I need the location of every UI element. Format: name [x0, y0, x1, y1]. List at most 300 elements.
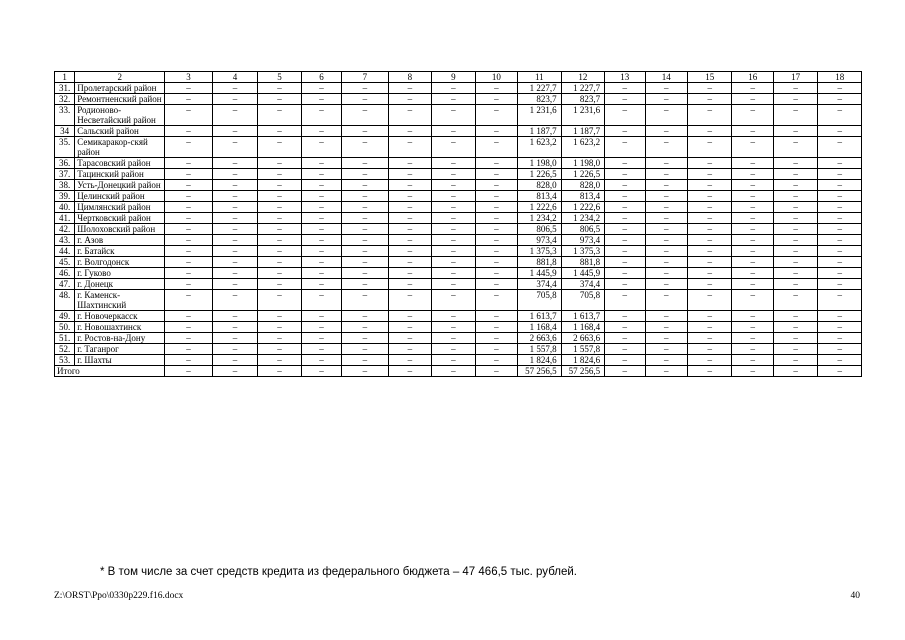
district-name: Усть-Донецкий район — [75, 180, 165, 191]
dash-cell: – — [432, 246, 475, 257]
district-name: Шолоховский район — [75, 224, 165, 235]
dash-cell: – — [605, 202, 645, 213]
dash-cell: – — [818, 180, 862, 191]
dash-cell: – — [432, 191, 475, 202]
dash-cell: – — [687, 137, 731, 158]
dash-cell: – — [388, 137, 431, 158]
dash-cell: – — [388, 224, 431, 235]
dash-cell: – — [432, 311, 475, 322]
dash-cell: – — [818, 169, 862, 180]
dash-cell: – — [818, 355, 862, 366]
dash-cell: – — [605, 246, 645, 257]
dash-cell: – — [165, 169, 213, 180]
dash-cell: – — [432, 224, 475, 235]
dash-cell: – — [342, 105, 389, 126]
dash-cell: – — [165, 366, 213, 377]
dash-cell: – — [818, 224, 862, 235]
dash-cell: – — [605, 224, 645, 235]
table-row — [55, 224, 862, 235]
column-header: 5 — [258, 72, 301, 83]
column-header: 7 — [342, 72, 389, 83]
dash-cell: – — [605, 83, 645, 94]
dash-cell: – — [732, 246, 773, 257]
dash-cell: – — [818, 366, 862, 377]
dash-cell: – — [605, 268, 645, 279]
dash-cell: – — [165, 279, 213, 290]
dash-cell: – — [258, 126, 301, 137]
dash-cell: – — [773, 224, 817, 235]
dash-cell: – — [301, 137, 341, 158]
dash-cell: – — [773, 158, 817, 169]
row-number: 40. — [55, 202, 75, 213]
dash-cell: – — [388, 366, 431, 377]
dash-cell: – — [432, 158, 475, 169]
row-number: 34 — [55, 126, 75, 137]
district-name: г. Каменск-Шахтинский — [75, 290, 165, 311]
dash-cell: – — [645, 169, 687, 180]
dash-cell: – — [388, 246, 431, 257]
district-name: Тарасовский район — [75, 158, 165, 169]
dash-cell: – — [388, 191, 431, 202]
district-name: г. Азов — [75, 235, 165, 246]
column-header: 14 — [645, 72, 687, 83]
dash-cell: – — [212, 169, 258, 180]
dash-cell: – — [605, 158, 645, 169]
dash-cell: – — [475, 355, 517, 366]
column-header: 2 — [75, 72, 165, 83]
dash-cell: – — [165, 191, 213, 202]
row-number: 38. — [55, 180, 75, 191]
amount-cell: 1 557,8 — [561, 344, 604, 355]
dash-cell: – — [818, 344, 862, 355]
dash-cell: – — [773, 235, 817, 246]
dash-cell: – — [645, 333, 687, 344]
dash-cell: – — [388, 279, 431, 290]
dash-cell: – — [165, 213, 213, 224]
dash-cell: – — [605, 180, 645, 191]
row-number: 41. — [55, 213, 75, 224]
dash-cell: – — [475, 333, 517, 344]
row-number: 33. — [55, 105, 75, 126]
district-name: Семикаракор-скяй район — [75, 137, 165, 158]
dash-cell: – — [605, 105, 645, 126]
dash-cell: – — [645, 126, 687, 137]
dash-cell: – — [605, 344, 645, 355]
district-name: г. Таганрог — [75, 344, 165, 355]
column-header: 11 — [518, 72, 561, 83]
dash-cell: – — [212, 257, 258, 268]
dash-cell: – — [687, 311, 731, 322]
dash-cell: – — [212, 333, 258, 344]
dash-cell: – — [301, 169, 341, 180]
dash-cell: – — [301, 126, 341, 137]
table-row — [55, 191, 862, 202]
table-row — [55, 268, 862, 279]
dash-cell: – — [342, 268, 389, 279]
amount-cell: 1 198,0 — [561, 158, 604, 169]
dash-cell: – — [212, 126, 258, 137]
dash-cell: – — [212, 322, 258, 333]
dash-cell: – — [475, 169, 517, 180]
dash-cell: – — [773, 268, 817, 279]
dash-cell: – — [475, 224, 517, 235]
dash-cell: – — [645, 213, 687, 224]
dash-cell: – — [773, 94, 817, 105]
dash-cell: – — [165, 202, 213, 213]
dash-cell: – — [687, 202, 731, 213]
dash-cell: – — [342, 191, 389, 202]
dash-cell: – — [301, 246, 341, 257]
amount-cell: 881,8 — [518, 257, 561, 268]
dash-cell: – — [645, 83, 687, 94]
district-name: Сальский район — [75, 126, 165, 137]
district-name: г. Гуково — [75, 268, 165, 279]
dash-cell: – — [645, 94, 687, 105]
row-number: 49. — [55, 311, 75, 322]
dash-cell: – — [258, 213, 301, 224]
dash-cell: – — [258, 235, 301, 246]
amount-cell: 2 663,6 — [518, 333, 561, 344]
dash-cell: – — [605, 126, 645, 137]
dash-cell: – — [645, 246, 687, 257]
dash-cell: – — [342, 366, 389, 377]
table-row — [55, 213, 862, 224]
amount-cell: 1 168,4 — [518, 322, 561, 333]
dash-cell: – — [475, 268, 517, 279]
dash-cell: – — [212, 355, 258, 366]
district-name: г. Новошахтинск — [75, 322, 165, 333]
dash-cell: – — [475, 235, 517, 246]
dash-cell: – — [258, 158, 301, 169]
dash-cell: – — [342, 311, 389, 322]
dash-cell: – — [388, 333, 431, 344]
dash-cell: – — [475, 344, 517, 355]
dash-cell: – — [732, 213, 773, 224]
dash-cell: – — [732, 344, 773, 355]
dash-cell: – — [388, 311, 431, 322]
amount-cell: 1 227,7 — [518, 83, 561, 94]
dash-cell: – — [432, 180, 475, 191]
row-number: 37. — [55, 169, 75, 180]
district-name: г. Донецк — [75, 279, 165, 290]
dash-cell: – — [342, 235, 389, 246]
dash-cell: – — [732, 257, 773, 268]
dash-cell: – — [165, 246, 213, 257]
amount-cell: 1 222,6 — [518, 202, 561, 213]
dash-cell: – — [301, 355, 341, 366]
dash-cell: – — [773, 213, 817, 224]
dash-cell: – — [818, 235, 862, 246]
dash-cell: – — [687, 83, 731, 94]
dash-cell: – — [258, 311, 301, 322]
dash-cell: – — [388, 202, 431, 213]
dash-cell: – — [165, 322, 213, 333]
amount-cell: 1 445,9 — [561, 268, 604, 279]
dash-cell: – — [342, 137, 389, 158]
dash-cell: – — [818, 279, 862, 290]
row-number: 46. — [55, 268, 75, 279]
dash-cell: – — [475, 94, 517, 105]
amount-cell: 1 234,2 — [518, 213, 561, 224]
dash-cell: – — [212, 94, 258, 105]
dash-cell: – — [388, 290, 431, 311]
table-row — [55, 235, 862, 246]
dash-cell: – — [165, 180, 213, 191]
table-row — [55, 311, 862, 322]
dash-cell: – — [432, 169, 475, 180]
dash-cell: – — [605, 366, 645, 377]
total-amount-cell: 57 256,5 — [561, 366, 604, 377]
dash-cell: – — [342, 202, 389, 213]
amount-cell: 1 231,6 — [518, 105, 561, 126]
column-header: 1 — [55, 72, 75, 83]
dash-cell: – — [818, 268, 862, 279]
dash-cell: – — [342, 344, 389, 355]
dash-cell: – — [773, 333, 817, 344]
dash-cell: – — [605, 191, 645, 202]
dash-cell: – — [687, 257, 731, 268]
column-header: 8 — [388, 72, 431, 83]
amount-cell: 1 375,3 — [561, 246, 604, 257]
dash-cell: – — [645, 158, 687, 169]
dash-cell: – — [645, 257, 687, 268]
dash-cell: – — [605, 279, 645, 290]
dash-cell: – — [818, 94, 862, 105]
dash-cell: – — [301, 105, 341, 126]
dash-cell: – — [475, 257, 517, 268]
dash-cell: – — [165, 83, 213, 94]
dash-cell: – — [258, 290, 301, 311]
dash-cell: – — [388, 105, 431, 126]
dash-cell: – — [475, 213, 517, 224]
dash-cell: – — [475, 202, 517, 213]
column-header: 9 — [432, 72, 475, 83]
dash-cell: – — [773, 322, 817, 333]
dash-cell: – — [818, 311, 862, 322]
dash-cell: – — [342, 322, 389, 333]
dash-cell: – — [687, 213, 731, 224]
row-number: 47. — [55, 279, 75, 290]
dash-cell: – — [165, 235, 213, 246]
dash-cell: – — [475, 322, 517, 333]
dash-cell: – — [645, 105, 687, 126]
district-name: г. Шахты — [75, 355, 165, 366]
amount-cell: 823,7 — [561, 94, 604, 105]
dash-cell: – — [605, 169, 645, 180]
amount-cell: 1 222,6 — [561, 202, 604, 213]
table-row — [55, 333, 862, 344]
dash-cell: – — [388, 235, 431, 246]
dash-cell: – — [258, 279, 301, 290]
row-number: 50. — [55, 322, 75, 333]
dash-cell: – — [645, 235, 687, 246]
dash-cell: – — [388, 169, 431, 180]
dash-cell: – — [432, 279, 475, 290]
dash-cell: – — [732, 202, 773, 213]
amount-cell: 1 613,7 — [561, 311, 604, 322]
dash-cell: – — [342, 279, 389, 290]
dash-cell: – — [301, 333, 341, 344]
row-number: 48. — [55, 290, 75, 311]
dash-cell: – — [388, 322, 431, 333]
dash-cell: – — [687, 366, 731, 377]
dash-cell: – — [687, 169, 731, 180]
dash-cell: – — [165, 137, 213, 158]
amount-cell: 973,4 — [518, 235, 561, 246]
dash-cell: – — [475, 246, 517, 257]
dash-cell: – — [258, 355, 301, 366]
table-row — [55, 322, 862, 333]
dash-cell: – — [388, 344, 431, 355]
table-row — [55, 126, 862, 137]
table-row — [55, 137, 862, 158]
dash-cell: – — [212, 366, 258, 377]
dash-cell: – — [301, 202, 341, 213]
dash-cell: – — [342, 169, 389, 180]
row-number: 43. — [55, 235, 75, 246]
amount-cell: 705,8 — [561, 290, 604, 311]
row-number: 52. — [55, 344, 75, 355]
dash-cell: – — [342, 355, 389, 366]
dash-cell: – — [818, 213, 862, 224]
dash-cell: – — [258, 191, 301, 202]
table-row — [55, 246, 862, 257]
dash-cell: – — [212, 235, 258, 246]
row-number: 42. — [55, 224, 75, 235]
row-number: 45. — [55, 257, 75, 268]
amount-cell: 1 187,7 — [518, 126, 561, 137]
dash-cell: – — [432, 322, 475, 333]
dash-cell: – — [165, 344, 213, 355]
amount-cell: 1 375,3 — [518, 246, 561, 257]
dash-cell: – — [687, 355, 731, 366]
dash-cell: – — [645, 355, 687, 366]
dash-cell: – — [342, 83, 389, 94]
dash-cell: – — [732, 333, 773, 344]
dash-cell: – — [732, 290, 773, 311]
dash-cell: – — [301, 268, 341, 279]
dash-cell: – — [475, 180, 517, 191]
dash-cell: – — [732, 180, 773, 191]
amount-cell: 973,4 — [561, 235, 604, 246]
dash-cell: – — [388, 355, 431, 366]
dash-cell: – — [732, 235, 773, 246]
amount-cell: 828,0 — [561, 180, 604, 191]
dash-cell: – — [165, 158, 213, 169]
column-header: 6 — [301, 72, 341, 83]
dash-cell: – — [818, 126, 862, 137]
district-name: Ремонтненский район — [75, 94, 165, 105]
dash-cell: – — [773, 355, 817, 366]
table-row — [55, 344, 862, 355]
dash-cell: – — [212, 213, 258, 224]
row-number: 31. — [55, 83, 75, 94]
district-name: г. Новочеркасск — [75, 311, 165, 322]
dash-cell: – — [475, 366, 517, 377]
dash-cell: – — [165, 355, 213, 366]
dash-cell: – — [388, 158, 431, 169]
dash-cell: – — [432, 105, 475, 126]
amount-cell: 1 613,7 — [518, 311, 561, 322]
dash-cell: – — [432, 366, 475, 377]
dash-cell: – — [258, 224, 301, 235]
dash-cell: – — [687, 344, 731, 355]
dash-cell: – — [258, 344, 301, 355]
table-row — [55, 202, 862, 213]
district-name: Родионово-Несветайский район — [75, 105, 165, 126]
dash-cell: – — [773, 137, 817, 158]
dash-cell: – — [732, 191, 773, 202]
dash-cell: – — [301, 191, 341, 202]
row-number: 39. — [55, 191, 75, 202]
dash-cell: – — [432, 355, 475, 366]
amount-cell: 1 226,5 — [518, 169, 561, 180]
district-name: г. Волгодонск — [75, 257, 165, 268]
dash-cell: – — [212, 268, 258, 279]
dash-cell: – — [432, 333, 475, 344]
dash-cell: – — [258, 105, 301, 126]
dash-cell: – — [645, 191, 687, 202]
table-header-row — [55, 72, 862, 83]
dash-cell: – — [818, 83, 862, 94]
dash-cell: – — [605, 137, 645, 158]
table-row — [55, 105, 862, 126]
dash-cell: – — [687, 268, 731, 279]
column-header: 4 — [212, 72, 258, 83]
dash-cell: – — [732, 279, 773, 290]
dash-cell: – — [301, 213, 341, 224]
dash-cell: – — [301, 290, 341, 311]
dash-cell: – — [818, 105, 862, 126]
amount-cell: 2 663,6 — [561, 333, 604, 344]
dash-cell: – — [732, 268, 773, 279]
dash-cell: – — [165, 94, 213, 105]
dash-cell: – — [605, 213, 645, 224]
dash-cell: – — [773, 202, 817, 213]
dash-cell: – — [212, 105, 258, 126]
amount-cell: 705,8 — [518, 290, 561, 311]
file-path: Z:\ORST\Ppo\0330p229.f16.docx — [54, 591, 184, 601]
dash-cell: – — [605, 235, 645, 246]
dash-cell: – — [773, 246, 817, 257]
column-header: 17 — [773, 72, 817, 83]
dash-cell: – — [165, 257, 213, 268]
dash-cell: – — [212, 158, 258, 169]
total-label: Итого — [55, 366, 165, 377]
dash-cell: – — [212, 224, 258, 235]
table-row — [55, 279, 862, 290]
amount-cell: 1 187,7 — [561, 126, 604, 137]
dash-cell: – — [301, 224, 341, 235]
dash-cell: – — [645, 366, 687, 377]
amount-cell: 1 445,9 — [518, 268, 561, 279]
dash-cell: – — [258, 94, 301, 105]
dash-cell: – — [301, 83, 341, 94]
dash-cell: – — [475, 279, 517, 290]
amount-cell: 1 824,6 — [518, 355, 561, 366]
dash-cell: – — [818, 158, 862, 169]
dash-cell: – — [645, 311, 687, 322]
dash-cell: – — [432, 94, 475, 105]
dash-cell: – — [773, 366, 817, 377]
row-number: 44. — [55, 246, 75, 257]
dash-cell: – — [687, 246, 731, 257]
district-name: Чертковский район — [75, 213, 165, 224]
dash-cell: – — [773, 126, 817, 137]
dash-cell: – — [432, 202, 475, 213]
dash-cell: – — [687, 180, 731, 191]
amount-cell: 1 227,7 — [561, 83, 604, 94]
